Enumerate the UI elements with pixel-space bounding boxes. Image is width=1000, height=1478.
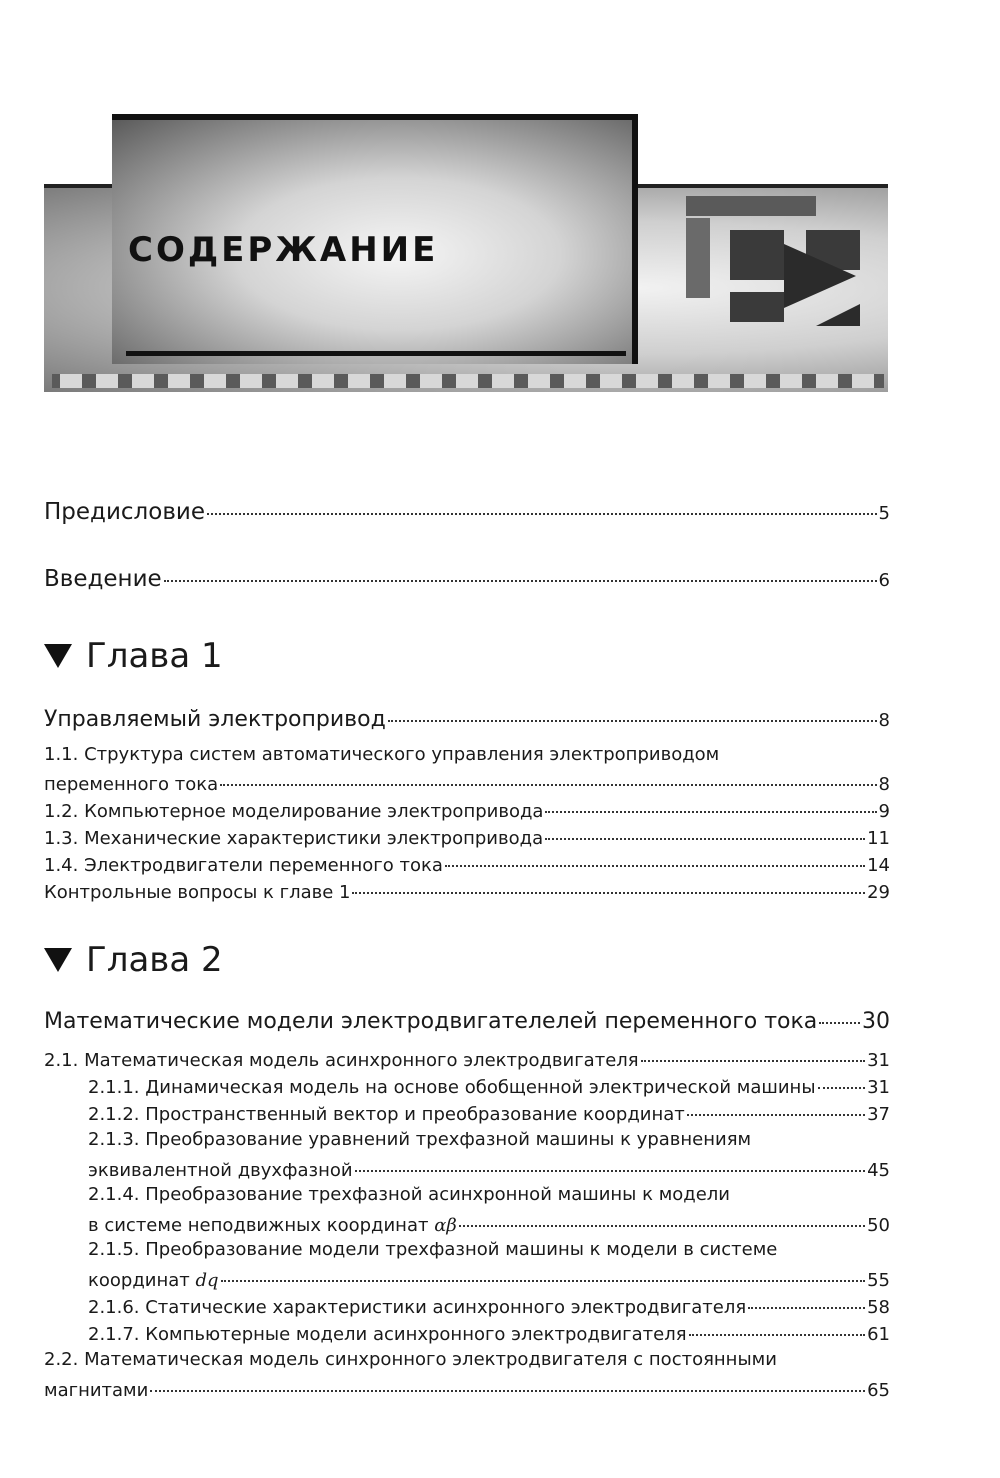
- contents-banner: [44, 114, 888, 398]
- toc-leader: [445, 847, 865, 867]
- toc-label-text: координат: [88, 1270, 190, 1291]
- toc-label: Предисловие: [44, 499, 205, 525]
- toc-entry-2-1-5[interactable]: [88, 1266, 890, 1291]
- toc-page: 14: [867, 855, 890, 876]
- toc-label: 2.1.1. Динамическая модель на основе обобщенной электрической машины: [88, 1077, 816, 1098]
- toc-leader: [388, 698, 877, 722]
- title-underline: [126, 351, 626, 356]
- toc-entry-2-2[interactable]: [44, 1376, 890, 1401]
- toc-entry-2-2-line1[interactable]: 2.2. Математическая модель синхронного электродвигателя с постоянными: [44, 1349, 777, 1370]
- toc-page: 11: [867, 828, 890, 849]
- toc-entry-2-1-3[interactable]: [88, 1156, 890, 1181]
- toc-page: 45: [867, 1160, 890, 1181]
- chapter-2-heading-text: Глава 2: [86, 940, 223, 980]
- math-symbol: dq: [195, 1270, 219, 1291]
- toc-entry-1-3[interactable]: [44, 824, 890, 849]
- math-symbol: αβ: [434, 1215, 457, 1236]
- toc-leader: [221, 1262, 866, 1282]
- toc-label: 2.1.2. Пространственный вектор и преобразование координат: [88, 1104, 685, 1125]
- toc-entry-chapter-2-title[interactable]: [44, 1004, 890, 1034]
- toc-page: 31: [867, 1050, 890, 1071]
- toc-page: 6: [878, 570, 890, 591]
- toc-page: 8: [878, 774, 890, 795]
- toc-page: 55: [867, 1270, 890, 1291]
- toc-leader: [819, 1000, 860, 1024]
- toc-leader: [352, 874, 865, 894]
- toc-entry-2-1-4-line1[interactable]: 2.1.4. Преобразование трехфазной асинхронной машины к модели: [88, 1184, 731, 1205]
- toc-page: 30: [862, 1009, 890, 1034]
- toc-label: Управляемый электропривод: [44, 707, 386, 732]
- toc-label: 2.1. Математическая модель асинхронного электродвигателя: [44, 1050, 639, 1071]
- toc-label: переменного тока: [44, 774, 219, 795]
- toc-entry-2-1[interactable]: [44, 1046, 890, 1071]
- publisher-logo-icon: [686, 196, 866, 336]
- toc-entry-2-1-2[interactable]: [88, 1100, 890, 1125]
- toc-leader: [459, 1207, 865, 1227]
- triangle-down-icon: [44, 948, 72, 972]
- toc-leader: [164, 557, 877, 582]
- chapter-1-heading-text: Глава 1: [86, 636, 223, 676]
- toc-entry-1-2[interactable]: [44, 797, 890, 822]
- toc-label: Введение: [44, 566, 162, 592]
- toc-entry-2-1-5-line1[interactable]: 2.1.5. Преобразование модели трехфазной машины к модели в системе: [88, 1239, 778, 1260]
- toc-leader: [207, 490, 877, 515]
- chapter-1-heading: [44, 636, 223, 676]
- toc-label: Математические модели электродвигателелей переменного тока: [44, 1009, 818, 1034]
- toc-label: 2.1.6. Статические характеристики асинхронного электродвигателя: [88, 1297, 747, 1318]
- toc-label: 1.2. Компьютерное моделирование электропривода: [44, 801, 544, 822]
- toc-label: магнитами: [44, 1380, 149, 1401]
- toc-entry-1-4[interactable]: [44, 851, 890, 876]
- toc-entry-questions-1[interactable]: [44, 878, 890, 903]
- toc-leader: [355, 1152, 866, 1172]
- toc-label: 1.4. Электродвигатели переменного тока: [44, 855, 443, 876]
- toc-page: 61: [867, 1324, 890, 1345]
- toc-page: 29: [867, 882, 890, 903]
- toc-label: эквивалентной двухфазной: [88, 1160, 353, 1181]
- page-title: СОДЕРЖАНИЕ: [128, 230, 439, 270]
- toc-page: 31: [867, 1077, 890, 1098]
- toc-leader: [220, 766, 876, 786]
- triangle-down-icon: [44, 644, 72, 668]
- toc-page: 37: [867, 1104, 890, 1125]
- toc-entry-2-1-3-line1[interactable]: 2.1.3. Преобразование уравнений трехфазной машины к уравнениям: [88, 1129, 752, 1150]
- toc-page: 65: [867, 1380, 890, 1401]
- toc-label: [88, 1215, 457, 1236]
- toc-page: 9: [878, 801, 890, 822]
- toc-entry-chapter-1-title[interactable]: [44, 702, 890, 732]
- toc-leader: [545, 820, 865, 840]
- toc-label: 1.3. Механические характеристики электропривода: [44, 828, 544, 849]
- toc-entry-1-1-line1[interactable]: 1.1. Структура систем автоматического управления электроприводом: [44, 744, 720, 765]
- toc-entry-2-1-4[interactable]: [88, 1211, 890, 1236]
- toc-leader: [641, 1042, 865, 1062]
- toc-label: Контрольные вопросы к главе 1: [44, 882, 351, 903]
- toc-label: [88, 1270, 219, 1291]
- toc-entry-2-1-1[interactable]: [88, 1073, 890, 1098]
- decorative-dash-strip: [52, 374, 884, 388]
- toc-entry-preface[interactable]: [44, 494, 890, 525]
- toc-entry-2-1-6[interactable]: [88, 1293, 890, 1318]
- toc-page: 50: [867, 1215, 890, 1236]
- toc-leader: [687, 1096, 865, 1116]
- toc-entry-1-1[interactable]: [44, 770, 890, 795]
- toc-page: 5: [878, 503, 890, 524]
- toc-page: 8: [878, 710, 890, 731]
- toc-entry-intro[interactable]: [44, 561, 890, 592]
- toc-leader: [748, 1289, 865, 1309]
- toc-page: 58: [867, 1297, 890, 1318]
- toc-label-text: в системе неподвижных координат: [88, 1215, 429, 1236]
- toc-leader: [150, 1372, 865, 1392]
- chapter-2-heading: [44, 940, 223, 980]
- toc-leader: [545, 793, 876, 813]
- toc-entry-2-1-7[interactable]: [88, 1320, 890, 1345]
- toc-leader: [818, 1069, 866, 1089]
- toc-leader: [689, 1316, 866, 1336]
- toc-label: 2.1.7. Компьютерные модели асинхронного электродвигателя: [88, 1324, 687, 1345]
